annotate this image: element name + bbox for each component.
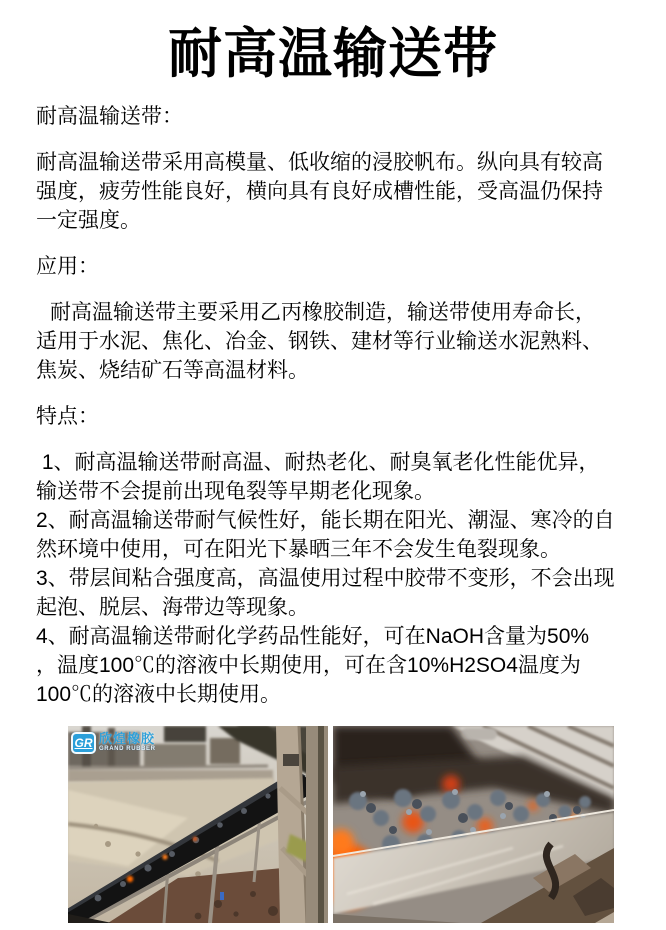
- intro-paragraph: [36, 148, 666, 235]
- feature-line: 4、耐高温输送带耐化学药品性能好，可在NaOH含量为50%: [36, 625, 590, 648]
- page-title: 耐高温输送带: [168, 24, 498, 84]
- features-list: [36, 448, 666, 709]
- feature-line: 2、耐高温输送带耐气候性好，能长期在阳光、潮湿、寒冷的自: [36, 509, 615, 532]
- feature-line: 输送带不会提前出现龟裂等早期老化现象。: [36, 480, 435, 503]
- photo-conveyor-site: [68, 726, 328, 923]
- feature-line: 100℃的溶液中长期使用。: [36, 683, 282, 706]
- text-line: 强度，疲劳性能良好，横向具有良好成槽性能，受高温仍保持: [36, 180, 603, 203]
- text-line: 耐高温输送带：: [36, 105, 183, 128]
- features-heading: [36, 402, 666, 431]
- application-paragraph: [36, 298, 666, 385]
- feature-line: 然环境中使用，可在阳光下暴晒三年不会发生龟裂现象。: [36, 538, 561, 561]
- application-heading: [36, 252, 666, 281]
- intro-label: [36, 102, 666, 131]
- product-description: [36, 102, 666, 709]
- gr-monogram: GR: [74, 736, 93, 750]
- feature-line: ，温度100℃的溶液中长期使用，可在含10%H2SO4温度为: [36, 654, 581, 677]
- text-line: 耐高温输送带采用高模量、低收缩的浸胶帆布。纵向具有较高: [36, 151, 603, 174]
- conveyor-site-illustration: [68, 726, 328, 923]
- hot-material-illustration: [333, 726, 614, 923]
- gr-logo-icon: [71, 732, 96, 754]
- photo-hot-material-closeup: [333, 726, 614, 923]
- text-line: 焦炭、烧结矿石等高温材料。: [36, 359, 309, 382]
- feature-line: 起泡、脱层、海带边等现象。: [36, 596, 309, 619]
- text-line: 适用于水泥、焦化、冶金、钢铁、建材等行业输送水泥熟料、: [36, 330, 603, 353]
- feature-line: 3、带层间粘合强度高，高温使用过程中胶带不变形，不会出现: [36, 567, 615, 590]
- text-line: 一定强度。: [36, 209, 141, 232]
- feature-line: 1、耐高温输送带耐高温、耐热老化、耐臭氧老化性能优异，: [36, 451, 600, 474]
- brand-name-en: GRAND RUBBER: [99, 746, 156, 752]
- photo-row: [68, 726, 614, 923]
- product-page: [0, 22, 666, 930]
- brand-name-cn: 欣煌橡胶: [99, 731, 156, 746]
- section-heading: 特点：: [36, 405, 99, 428]
- brand-watermark: [71, 732, 156, 754]
- text-line: 耐高温输送带主要采用乙丙橡胶制造，输送带使用寿命长，: [50, 301, 596, 324]
- section-heading: 应用：: [36, 255, 99, 278]
